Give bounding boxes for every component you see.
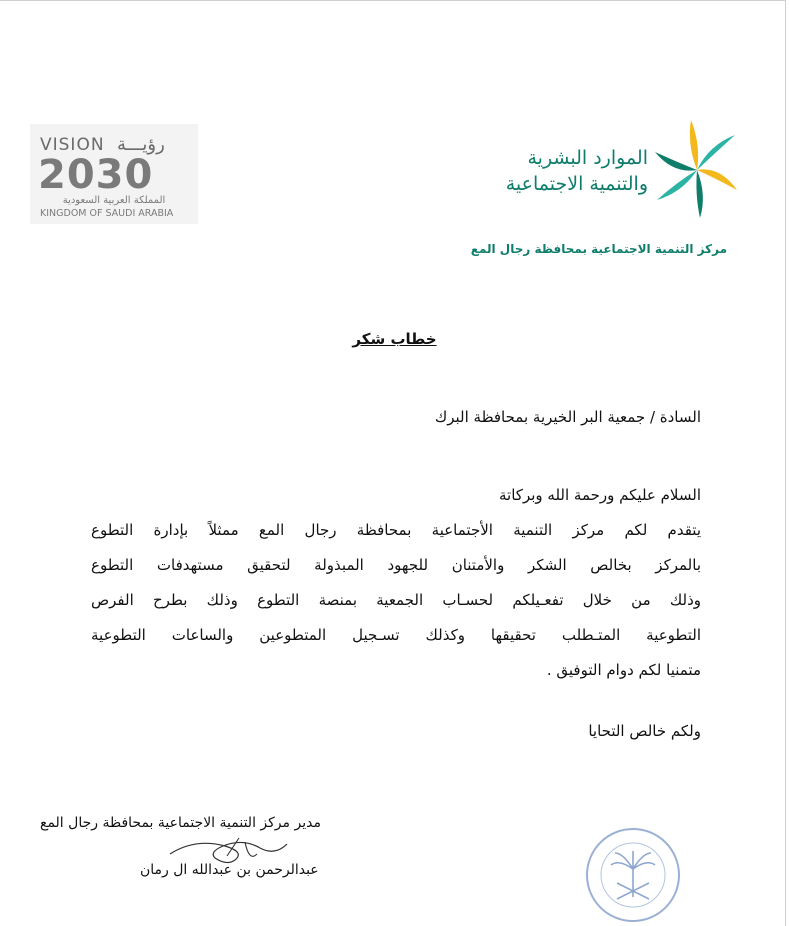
ministry-name [506, 145, 648, 197]
vision-country-ar: المملكة العربية السعودية [62, 195, 166, 206]
body-line: بالمركز بخالص الشكر والأمتنان للجهود المبذولة لتحقيق مستهدفات التطوع [91, 556, 701, 574]
greeting: السلام عليكم ورحمة الله وبركاتة [499, 486, 701, 504]
closing: ولكم خالص التحايا [588, 722, 701, 740]
vision-ar-word: رؤيـــة [116, 134, 165, 155]
body-line: التطوعية المتـطلب تحقيقها وكذلك تسـجيل المتطوعين والساعات التطوعية [91, 626, 701, 644]
manager-title: مدير مركز التنمية الاجتماعية بمحافظة رجال المع [40, 815, 321, 831]
vision-year: 2030 [38, 152, 154, 198]
ministry-name-line1: الموارد البشرية [527, 147, 648, 169]
ministry-emblem-icon [650, 115, 740, 225]
ministry-logo [505, 115, 748, 225]
vision-word: VISION [40, 135, 105, 155]
vision-country-en: KINGDOM OF SAUDI ARABIA [40, 208, 174, 219]
ministry-name-line2: والتنمية الاجتماعية [505, 173, 648, 195]
center-name: مركز التنمية الاجتماعية بمحافظة رجال المع [470, 242, 727, 256]
body-line: وذلك من خلال تفعـيلكم لحسـاب الجمعية بمنصة التطوع وذلك بطرح الفرص [91, 591, 701, 609]
official-stamp-icon [583, 825, 683, 925]
letter-body [91, 478, 701, 688]
manager-name: عبدالرحمن بن عبدالله ال رمان [140, 862, 319, 878]
body-line: متمنيا لكم دوام التوفيق . [546, 661, 701, 679]
addressee: السادة / جمعية البر الخيرية بمحافظة البرك [434, 408, 701, 426]
vision-2030-logo [30, 124, 198, 224]
letter-title: خطاب شكر [352, 330, 437, 348]
body-line: يتقدم لكم مركز التنمية الأجتماعية بمحافظة رجال المع ممثلاً بإدارة التطوع [91, 521, 701, 539]
